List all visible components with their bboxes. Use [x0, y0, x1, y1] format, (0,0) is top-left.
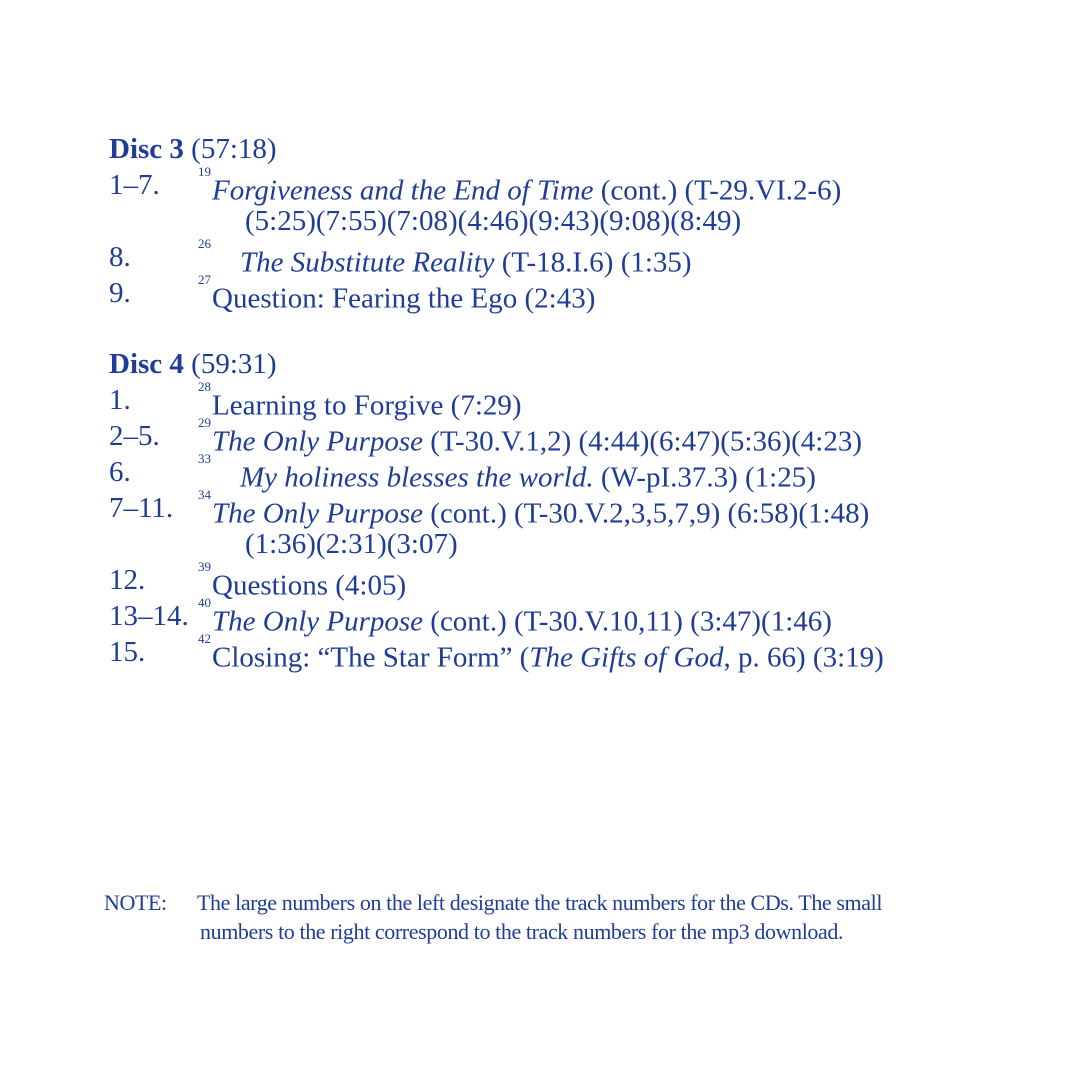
track-row: [109, 415, 1009, 458]
mp3-track-number: 19: [198, 164, 211, 179]
track-row: [109, 272, 1009, 315]
track-details: (W-pI.37.3) (1:25): [593, 461, 816, 494]
track-entry: [198, 631, 884, 676]
mp3-track-number: 28: [198, 379, 211, 394]
disc-4-duration: (59:31): [191, 348, 277, 380]
cd-track-number: 7–11.: [109, 492, 174, 524]
track-row-continuation: [109, 203, 1009, 239]
track-details: (cont.) (T-29.VI.2-6): [593, 174, 842, 207]
cd-track-number: 2–5.: [109, 420, 160, 452]
cd-track-number: 15.: [109, 636, 146, 668]
track-row: [109, 559, 1009, 602]
track-row: [109, 236, 1009, 279]
mp3-track-number: 40: [198, 595, 211, 610]
track-row: [109, 595, 1009, 638]
track-row: [109, 451, 1009, 494]
cd-track-number: 1–7.: [109, 169, 160, 201]
track-title: Question: Fearing the Ego (2:43): [212, 282, 596, 315]
track-title: The Only Purpose: [212, 425, 424, 458]
mp3-track-number: 42: [198, 631, 211, 646]
mp3-track-number: 39: [198, 559, 211, 574]
track-details: (T-30.V.1,2) (4:44)(6:47)(5:36)(4:23): [423, 425, 862, 458]
track-details: , p. 66) (3:19): [723, 641, 884, 674]
track-title: The Gifts of God: [529, 641, 724, 674]
track-title: The Only Purpose: [212, 497, 424, 530]
track-title: Questions (4:05): [212, 569, 407, 602]
track-row: [109, 631, 1009, 674]
disc-3-heading: [109, 131, 1009, 167]
track-row: [109, 379, 1009, 422]
track-row: [109, 487, 1009, 530]
track-row: [109, 164, 1009, 207]
disc-4-title: Disc 4: [109, 348, 184, 380]
disc-4-section: [109, 346, 1009, 674]
track-entry: [198, 272, 596, 317]
track-details: (cont.) (T-30.V.10,11) (3:47)(1:46): [423, 605, 832, 638]
track-timings: (1:36)(2:31)(3:07): [245, 528, 458, 560]
track-title: The Only Purpose: [212, 605, 424, 638]
note-text-line-1: The large numbers on the left designate the track numbers for the CDs. The small: [197, 890, 883, 915]
cd-track-number: 6.: [109, 456, 131, 488]
cd-track-number: 13–14.: [109, 600, 189, 632]
disc-3-duration: (57:18): [191, 133, 277, 165]
note-text-line-2: numbers to the right correspond to the track numbers for the mp3 download.: [200, 919, 844, 944]
track-title: Forgiveness and the End of Time: [212, 174, 594, 207]
disc-4-heading: [109, 346, 1009, 382]
mp3-track-number: 27: [198, 272, 211, 287]
track-title-prefix: Closing: “The Star Form” (: [212, 641, 530, 674]
mp3-track-number: 29: [198, 415, 211, 430]
track-title: My holiness blesses the world.: [240, 461, 594, 494]
track-details: (cont.) (T-30.V.2,3,5,7,9) (6:58)(1:48): [423, 497, 870, 530]
mp3-track-number: 33: [198, 451, 211, 466]
track-title: Learning to Forgive (7:29): [212, 389, 522, 422]
mp3-track-number: 26: [198, 236, 211, 251]
track-timings: (5:25)(7:55)(7:08)(4:46)(9:43)(9:08)(8:49): [245, 205, 742, 237]
cd-track-number: 9.: [109, 277, 131, 309]
disc-3-title: Disc 3: [109, 133, 184, 165]
cd-track-number: 1.: [109, 384, 131, 416]
mp3-track-number: 34: [198, 487, 211, 502]
track-title: The Substitute Reality: [240, 246, 495, 279]
track-details: (T-18.I.6) (1:35): [494, 246, 692, 279]
track-row-continuation: [109, 526, 1009, 562]
note-label: NOTE:: [104, 890, 167, 915]
disc-3-section: [109, 131, 1009, 315]
cd-track-number: 12.: [109, 564, 146, 596]
cd-track-number: 8.: [109, 241, 131, 273]
